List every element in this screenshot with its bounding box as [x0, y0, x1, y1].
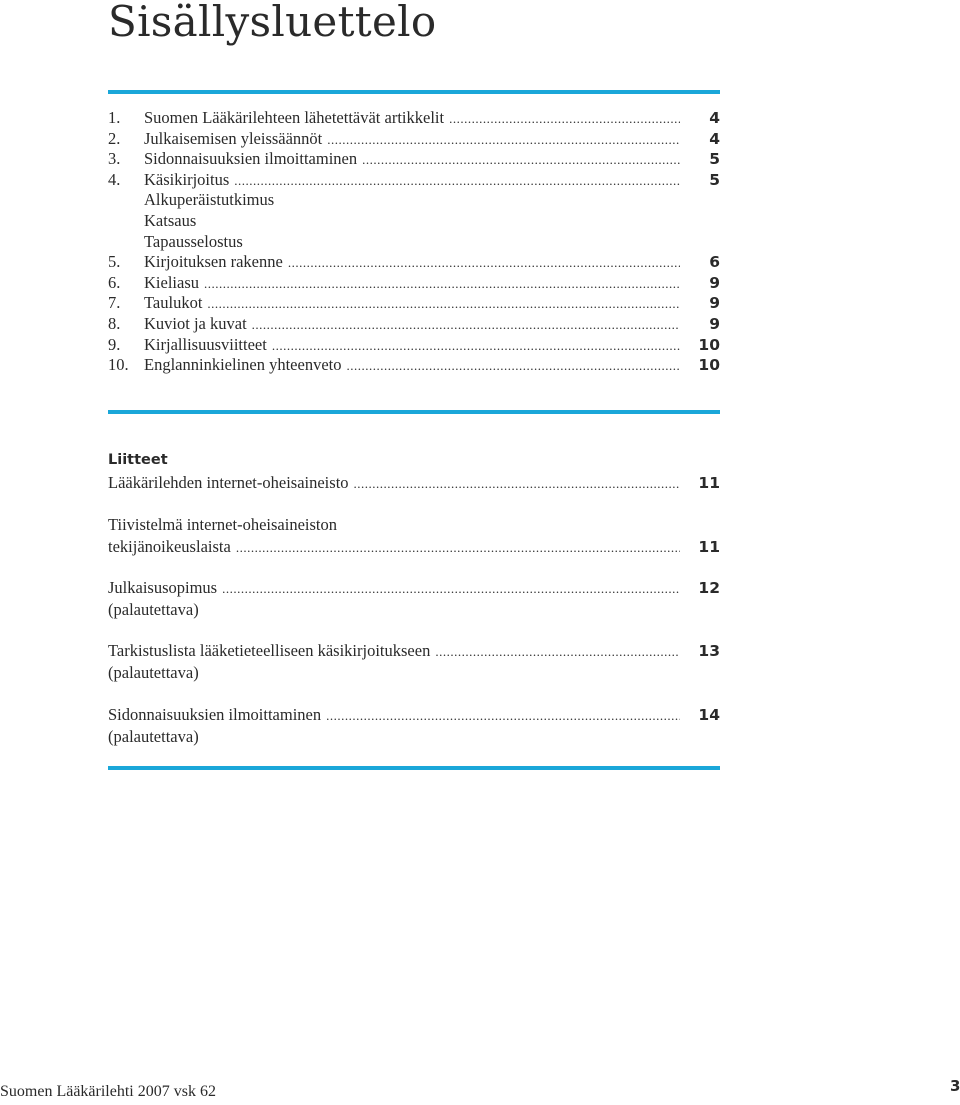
attachment-item-page: 14 — [698, 706, 720, 724]
toc-entry-number: 9. — [108, 334, 121, 354]
toc-leader-dots — [435, 641, 680, 663]
toc-leader-dots — [222, 578, 680, 600]
toc-entry[interactable] — [108, 170, 720, 191]
attachments-section — [108, 450, 720, 746]
attachment-item-page: 12 — [698, 579, 720, 597]
toc-leader-dots — [362, 150, 680, 171]
attachment-item-note: (palautettava) — [108, 662, 199, 682]
toc-leader-dots — [204, 274, 680, 295]
toc-entry-number: 8. — [108, 313, 121, 333]
toc-leader-dots — [346, 356, 680, 377]
attachment-item-label: tekijänoikeuslaista — [108, 536, 231, 556]
toc-entry-page: 10 — [698, 356, 720, 375]
toc-leader-dots — [354, 473, 680, 495]
footer-publication: Suomen Lääkärilehti 2007 vsk 62 — [0, 1083, 216, 1100]
toc-entry-label: Tapausselostus — [144, 231, 243, 251]
toc-entry-label: Englanninkielinen yhteenveto — [144, 355, 342, 375]
toc-entry-label: Suomen Lääkärilehteen lähetettävät artikkelit — [144, 108, 445, 127]
toc-entry-label: Kieliasu — [144, 272, 199, 292]
toc-leader-dots — [288, 253, 680, 274]
toc-leader-dots — [234, 171, 680, 192]
toc-leader-dots — [327, 130, 680, 151]
toc-entry-number: 2. — [108, 128, 121, 148]
toc-entry[interactable] — [108, 232, 720, 253]
toc-leader-dots — [272, 336, 680, 357]
toc-entry-label: Käsikirjoitus — [144, 169, 230, 189]
toc-entry-number: 6. — [108, 272, 121, 292]
middle-divider — [108, 410, 720, 414]
toc-entry-label: Katsaus — [144, 210, 197, 230]
top-divider — [108, 90, 720, 94]
attachment-item-label: Sidonnaisuuksien ilmoittaminen — [108, 705, 322, 724]
attachment-item[interactable] — [108, 514, 720, 557]
attachment-item[interactable] — [108, 704, 720, 747]
toc-entry-page: 9 — [709, 314, 720, 333]
attachment-item-text: Tiivistelmä internet-oheisaineiston — [108, 515, 337, 534]
toc-entry-label: Alkuperäistutkimus — [144, 190, 275, 210]
toc-entry[interactable] — [108, 293, 720, 314]
toc-entry[interactable] — [108, 252, 720, 273]
toc-entry-number: 1. — [108, 108, 121, 127]
attachment-item-label: Lääkärilehden internet-oheisaineisto — [108, 473, 349, 492]
attachment-item-label: Tarkistuslista lääketieteelliseen käsikirjoitukseen — [108, 641, 431, 660]
toc-leader-dots — [236, 537, 680, 559]
toc-leader-dots — [326, 705, 680, 727]
toc-entry[interactable] — [108, 190, 720, 211]
toc-entry-page: 5 — [709, 150, 720, 169]
toc-entry[interactable] — [108, 314, 720, 335]
toc-entry-number: 7. — [108, 293, 121, 313]
table-of-contents — [108, 108, 720, 376]
attachment-item-page: 13 — [698, 642, 720, 660]
toc-entry-page: 6 — [709, 253, 720, 272]
toc-leader-dots — [207, 294, 680, 315]
toc-entry-page: 10 — [698, 335, 720, 354]
attachment-item[interactable] — [108, 577, 720, 620]
toc-entry-page: 4 — [709, 109, 720, 127]
attachment-item-note: (palautettava) — [108, 726, 199, 746]
toc-entry-number: 5. — [108, 252, 121, 272]
toc-entry-label: Julkaisemisen yleissäännöt — [144, 128, 323, 148]
attachment-item[interactable] — [108, 640, 720, 683]
attachments-heading: Liitteet — [108, 452, 168, 468]
toc-entry[interactable] — [108, 211, 720, 232]
attachment-item-note: (palautettava) — [108, 599, 199, 619]
toc-entry[interactable] — [108, 355, 720, 376]
toc-entry-label: Kirjallisuusviitteet — [144, 334, 267, 354]
attachment-item-page: 11 — [698, 537, 720, 556]
toc-leader-dots — [449, 109, 680, 130]
toc-entry[interactable] — [108, 335, 720, 356]
toc-entry-page: 4 — [709, 129, 720, 148]
attachment-item[interactable] — [108, 472, 720, 494]
toc-entry-number: 10. — [108, 355, 129, 375]
toc-entry-label: Kirjoituksen rakenne — [144, 252, 283, 272]
attachment-item-page: 11 — [698, 474, 720, 492]
toc-entry-label: Taulukot — [144, 293, 203, 313]
toc-entry[interactable] — [108, 149, 720, 170]
toc-entry-page: 9 — [709, 273, 720, 292]
toc-entry-number: 4. — [108, 169, 121, 189]
toc-entry-page: 9 — [709, 294, 720, 313]
page-title: Sisällysluettelo — [108, 0, 437, 46]
toc-entry[interactable] — [108, 108, 720, 129]
toc-entry[interactable] — [108, 273, 720, 294]
toc-entry-number: 3. — [108, 149, 121, 169]
toc-entry-label: Sidonnaisuuksien ilmoittaminen — [144, 149, 358, 169]
bottom-divider — [108, 766, 720, 770]
toc-entry-label: Kuviot ja kuvat — [144, 313, 247, 333]
toc-entry-page: 5 — [709, 170, 720, 189]
toc-entry[interactable] — [108, 129, 720, 150]
attachment-item-label: Julkaisusopimus — [108, 578, 218, 597]
toc-leader-dots — [252, 315, 680, 336]
footer-page-number: 3 — [950, 1077, 960, 1095]
